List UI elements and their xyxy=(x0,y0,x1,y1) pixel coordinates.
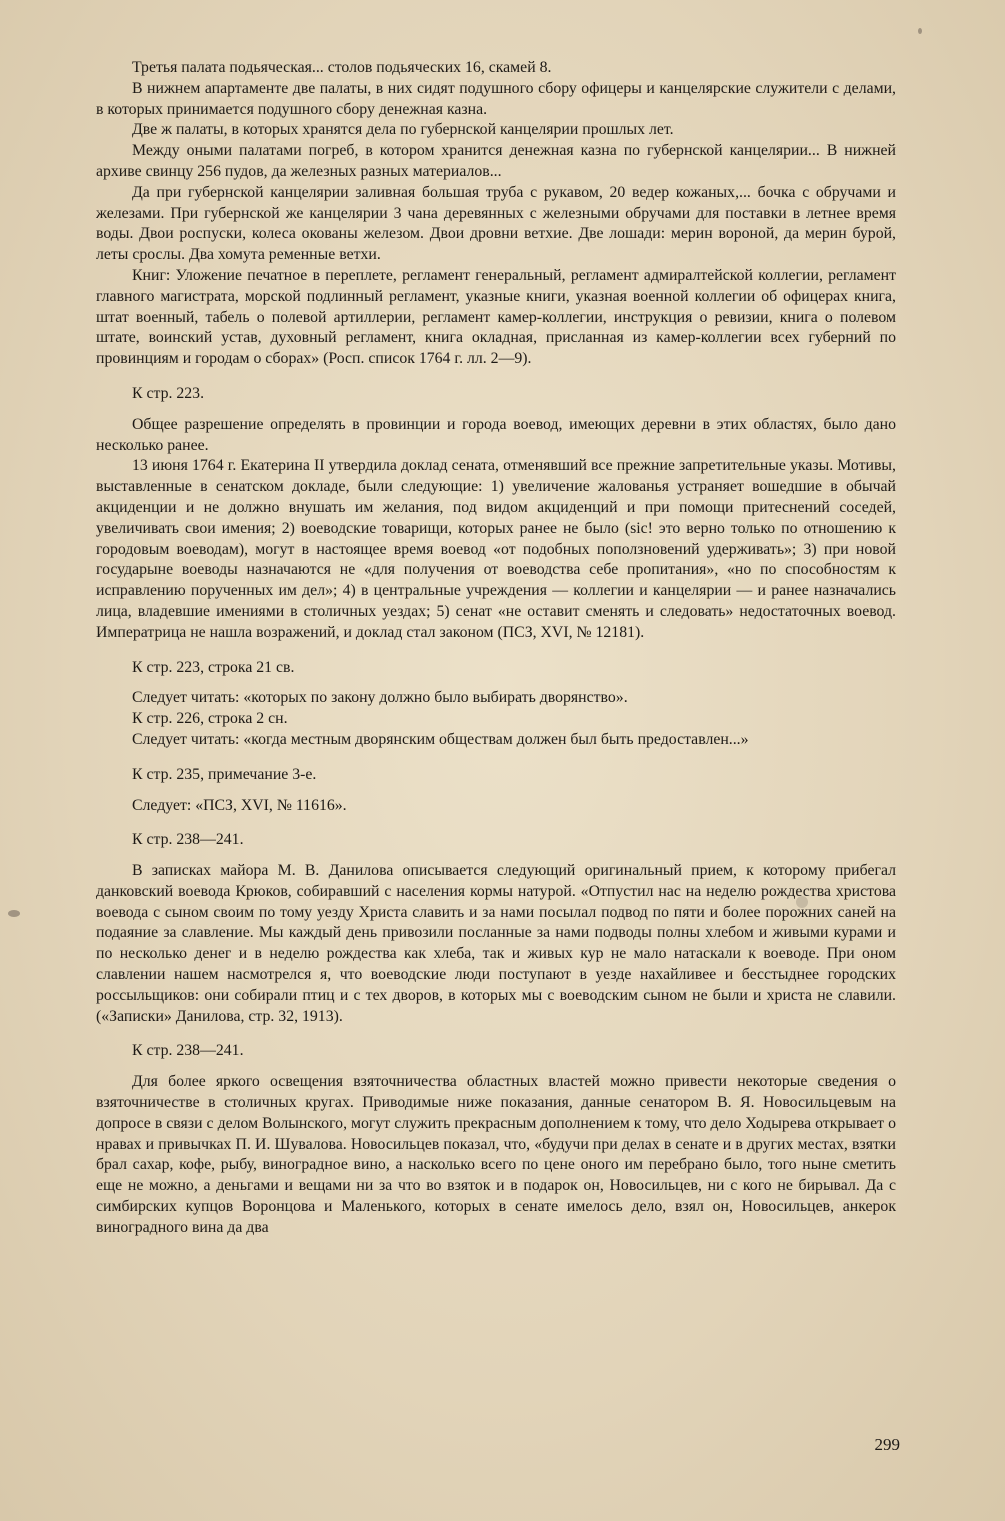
paragraph: Следует: «ПСЗ, XVI, № 11616». xyxy=(132,796,347,814)
paragraph: Между оными палатами погреб, в котором хранится денежная казна по губернской канцелярии... В нижней архиве свинцу 256 пудов, да железных разных материалов... xyxy=(96,142,896,180)
section-reference: К стр. 238—241. xyxy=(132,1042,244,1060)
paragraph: В нижнем апартаменте две палаты, в них сидят подушного сбору офицеры и канцелярские служители с делами, в которых принимается подушного сбору денежная казна. xyxy=(96,79,896,118)
paragraph: Следует читать: «когда местным дворянским обществам должен был быть предоставлен...» xyxy=(132,730,749,748)
paragraph: Для более яркого освещения взяточничества областных властей можно привести некоторые сведения о взяточничестве в столичных кругах. Приводимые ниже показания, данные сенатором В. Я. Новосильцевым на допросе в связи с делом Волынского, могут служить прекрасным дополнением к тому, что дело Ходырева открывает о нравах и привычках П. И. Шувалова. Новосильцев показал, что, «будучи при делах в сенате и в других местах, взятки брал сахар, кофе, рыбу, виноградное вино, а насколько всего по цене оного им перебрано было, того ныне сметить еще не можно, а деньгами и вещами ни за что во взяток и в подарок он, Новосильцев, ни с кого не бирывал. Да с симбирских купцов Воронцова и Маленького, которых в сенате имелось дело, взял он, Новосильцев, анкерок виноградного вина да два xyxy=(96,1073,896,1236)
section-reference: К стр. 223, строка 21 св. xyxy=(132,658,295,676)
page-number: 299 xyxy=(874,1435,900,1454)
paragraph: Следует читать: «которых по закону должно было выбирать дворянство». xyxy=(132,689,628,707)
ink-smudge xyxy=(796,896,808,908)
paragraph: Третья палата подьяческая... столов подьяческих 16, скамей 8. xyxy=(132,59,552,76)
page-body xyxy=(96,58,896,1239)
paragraph: 13 июня 1764 г. Екатерина II утвердила доклад сената, отменявший все прежние запретительные указы. Мотивы, выставленные в сенатском докладе, были следующие: 1) увеличение жалованья устраняет вошедшие в обычай акциденции и не должно внушать им желания, под видом акциденций и при помощи притеснений соседей, увеличивать свои имения; 2) воеводские товарищи, которых ранее не было (sic! это верно только по отношению к городовым воеводам), могут в настоящее время воевод «от подобных поползновений удерживать»; 3) при новой государыне воеводы назначаются не «для получения от воеводства себе пропитания», «но по способностям к исправлению порученных им дел»; 4) в центральные учреждения — коллегии и канцелярии — и ранее назначались лица, владевшие имениями в столичных уездах; 5) сенат «не оставит сменять и следовать» недостаточных воевод. Императрица не нашла возражений, и доклад стал законом (ПСЗ, XVI, № 12181). xyxy=(96,457,896,641)
section-reference: К стр. 238—241. xyxy=(132,831,244,849)
paragraph: В записках майора М. В. Данилова описывается следующий оригинальный прием, к которому прибегал данковский воевода Крюков, собиравший с населения кормы натурой. «Отпустил нас на неделю рождества христова воевода с сыном своим по тому уезду Христа славить и за нами посылал подвод по пяти и более порожних саней на подаяние за славление. Мы каждый день привозили посланные за нами подводы полны хлебом и живыми курами и по несколько денег и в неделю рождества как хлеба, так и живых кур не мало натаскали к воеводе. При оном славлении нашем насмотрелся я, что воеводские люди поступают в уезде нахайливее и бесстыднее городских россыльщиков: они собирали птиц и с тех дворов, в которых мы с воеводским сыном не были и христа не славили. («Записки» Данилова, стр. 32, 1913). xyxy=(96,862,896,1025)
ink-smudge xyxy=(8,910,20,917)
paragraph: Две ж палаты, в которых хранятся дела по губернской канцелярии прошлых лет. xyxy=(132,121,674,139)
section-reference: К стр. 226, строка 2 сн. xyxy=(132,710,288,728)
paragraph: Общее разрешение определять в провинции и города воевод, имеющих деревни в этих областях, было дано несколько ранее. xyxy=(96,415,896,454)
paragraph: Книг: Уложение печатное в переплете, регламент генеральный, регламент адмиралтейской коллегии, регламент главного магистрата, морской подлинный регламент, указные книги, указная военной коллегии об офицерах книга, штат военный, табель о полевой артиллерии, регламент камер-коллегии, инструкция о ревизии, книга о полевом штате, воинский устав, духовный регламент, книга окладная, присланная из камер-коллегии всех губерний по провинциям и городам о сборах» (Росп. список 1764 г. лл. 2—9). xyxy=(96,266,896,368)
paragraph: Да при губернской канцелярии заливная большая труба с рукавом, 20 ведер кожаных,... бочка с обручами и железами. При губернской же канцелярии 3 чана деревянных с железными обручами для поставки в летнее время воды. Двои роспуски, колеса окованы железом. Двои дровни ветхие. Две лошади: мерин вороной, да мерин бурой, леты срослы. Два хомута ременные ветхи. xyxy=(96,183,896,264)
section-reference: К стр. 235, примечание 3-е. xyxy=(132,765,317,783)
ink-smudge xyxy=(918,28,922,34)
section-reference: К стр. 223. xyxy=(132,384,205,402)
